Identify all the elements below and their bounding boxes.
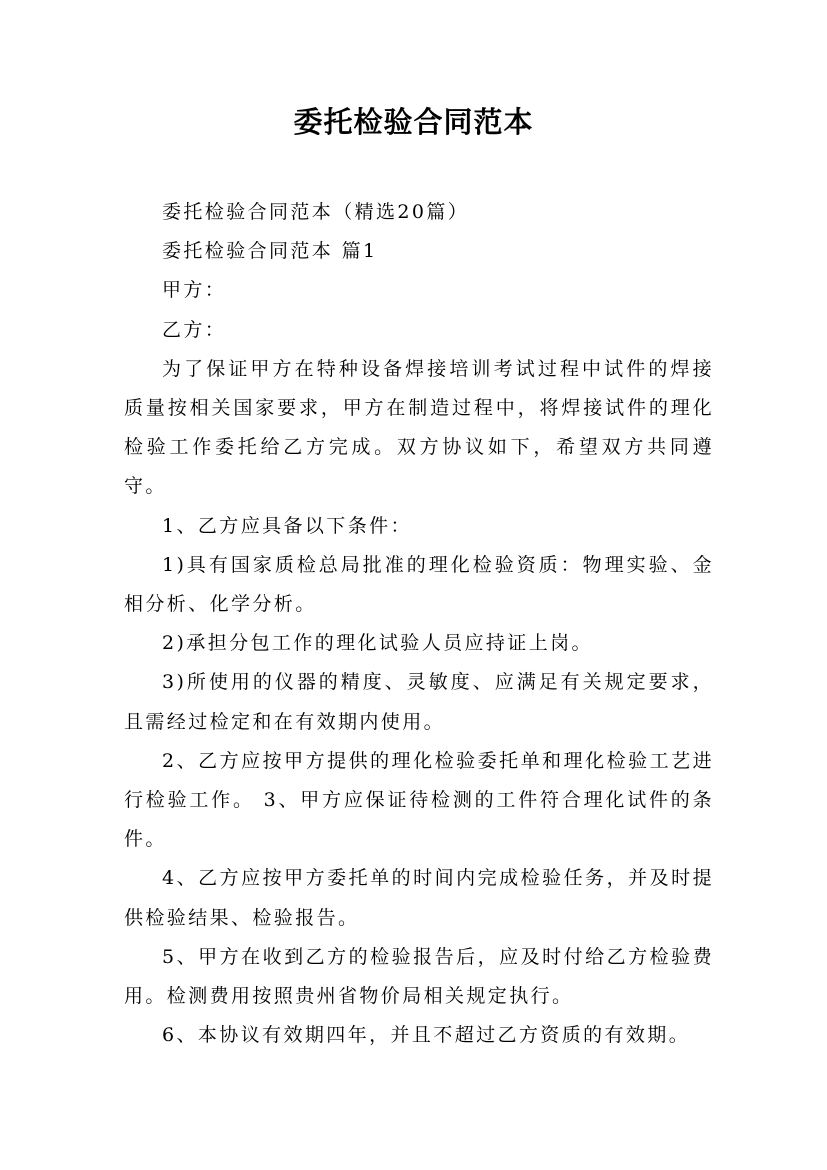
paragraph-clause-5: 5、甲方在收到乙方的检验报告后，应及时付给乙方检验费用。检测费用按照贵州省物价局相关规定执行。 [124, 945, 714, 1008]
paragraph-clause-1: 1、乙方应具备以下条件： [162, 514, 412, 537]
paragraph-clause-2-3: 2、乙方应按甲方提供的理化检验委托单和理化检验工艺进行检验工作。 3、甲方应保证待检测的工件符合理化试件的条件。 [124, 749, 714, 851]
paragraph-section-heading: 委托检验合同范本 篇1 [162, 240, 378, 263]
paragraph-intro: 为了保证甲方在特种设备焊接培训考试过程中试件的焊接质量按相关国家要求，甲方在制造过程中，将焊接试件的理化检验工作委托给乙方完成。双方协议如下，希望双方共同遵守。 [124, 357, 714, 498]
paragraph-party-b: 乙方： [162, 318, 227, 341]
paragraph-subtitle: 委托检验合同范本（精选20篇） [162, 201, 470, 223]
paragraph-clause-1-item-3: 3)所使用的仪器的精度、灵敏度、应满足有关规定要求，且需经过检定和在有效期内使用。 [124, 671, 714, 733]
paragraph-clause-4: 4、乙方应按甲方委托单的时间内完成检验任务，并及时提供检验结果、检验报告。 [124, 867, 714, 929]
paragraph-clause-6: 6、本协议有效期四年，并且不超过乙方资质的有效期。 [162, 1024, 691, 1047]
document-title: 委托检验合同范本 [293, 105, 534, 139]
document-body [124, 193, 714, 1055]
paragraph-clause-1-item-2: 2)承担分包工作的理化试验人员应持证上岗。 [162, 632, 593, 655]
paragraph-party-a: 甲方： [162, 279, 227, 302]
paragraph-clause-1-item-1: 1)具有国家质检总局批准的理化检验资质：物理实验、金相分析、化学分析。 [124, 553, 714, 616]
